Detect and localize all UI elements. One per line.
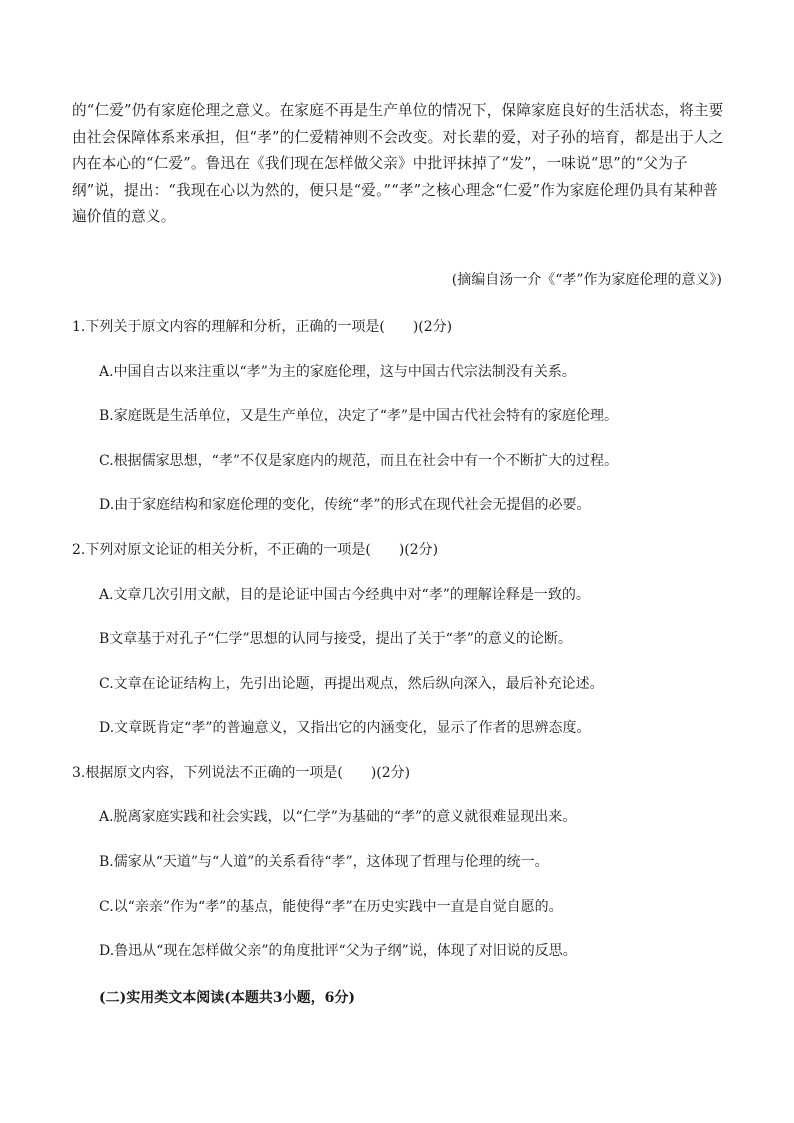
passage-paragraph: 的“仁爱”仍有家庭伦理之意义。在家庭不再是生产单位的情况下，保障家庭良好的生活状态，将主要由社会保障体系来承担，但“孝”的仁爱精神则不会改变。对长辈的爱，对子孙的培育，都是出于人之内在本心的“仁爱”。鲁迅在《我们现在怎样做父亲》中批评抹掉了“发”，一味说“思”的“父为子纲”说，提出：“我现在心以为然的，便只是“爱。”“孝”之核心理念“仁爱”作为家庭伦理仍具有某种普遍价值的意义。 <box>72 102 724 226</box>
question-1-option-c: C.根据儒家思想，“孝”不仅是家庭内的规范，而且在社会中有一个不断扩大的过程。 <box>99 453 618 469</box>
question-2-option-b: B文章基于对孔子“仁学”思想的认同与接受，提出了关于“孝”的意义的论断。 <box>99 631 572 647</box>
question-3-option-b: B.儒家从“天道”与“人道”的关系看待“孝”，这体现了哲理与伦理的统一。 <box>99 854 549 870</box>
question-1-option-b: B.家庭既是生活单位，又是生产单位，决定了“孝”是中国古代社会特有的家庭伦理。 <box>99 408 619 424</box>
question-1-option-d: D.由于家庭结构和家庭伦理的变化，传统“孝”的形式在现代社会无提倡的必要。 <box>99 497 591 513</box>
section-heading: (二)实用类文本阅读(本题共3小题，6分) <box>99 990 355 1006</box>
question-2-option-a: A.文章几次引用文献，目的是论证中国古今经典中对“孝”的理解诠释是一致的。 <box>99 587 590 603</box>
question-2-option-d: D.文章既肯定“孝”的普遍意义，又指出它的内涵变化，显示了作者的思辨态度。 <box>99 720 591 736</box>
question-3-option-d: D.鲁迅从“现在怎样做父亲”的角度批评“父为子纲”说，体现了对旧说的反思。 <box>99 943 577 959</box>
passage-source: (摘编自汤一介《“孝”作为家庭伦理的意义》) <box>451 272 722 288</box>
question-2-stem: 2.下列对原文论证的相关分析，不正确的一项是( )(2分) <box>72 542 439 558</box>
question-1-stem: 1.下列关于原文内容的理解和分析，正确的一项是( )(2分) <box>72 319 453 335</box>
question-3-option-a: A.脱离家庭实践和社会实践，以“仁学”为基础的“孝”的意义就很难显现出来。 <box>99 809 577 825</box>
question-1-option-a: A.中国自古以来注重以“孝”为主的家庭伦理，这与中国古代宗法制没有关系。 <box>99 364 576 380</box>
question-2-option-c: C.文章在论证结构上，先引出论题，再提出观点，然后纵向深入，最后补充论述。 <box>99 676 604 692</box>
question-3-stem: 3.根据原文内容，下列说法不正确的一项是( )(2分) <box>72 765 411 781</box>
question-3-option-c: C.以“亲亲”作为“孝”的基点，能使得“孝”在历史实践中一直是自觉自愿的。 <box>99 899 563 915</box>
